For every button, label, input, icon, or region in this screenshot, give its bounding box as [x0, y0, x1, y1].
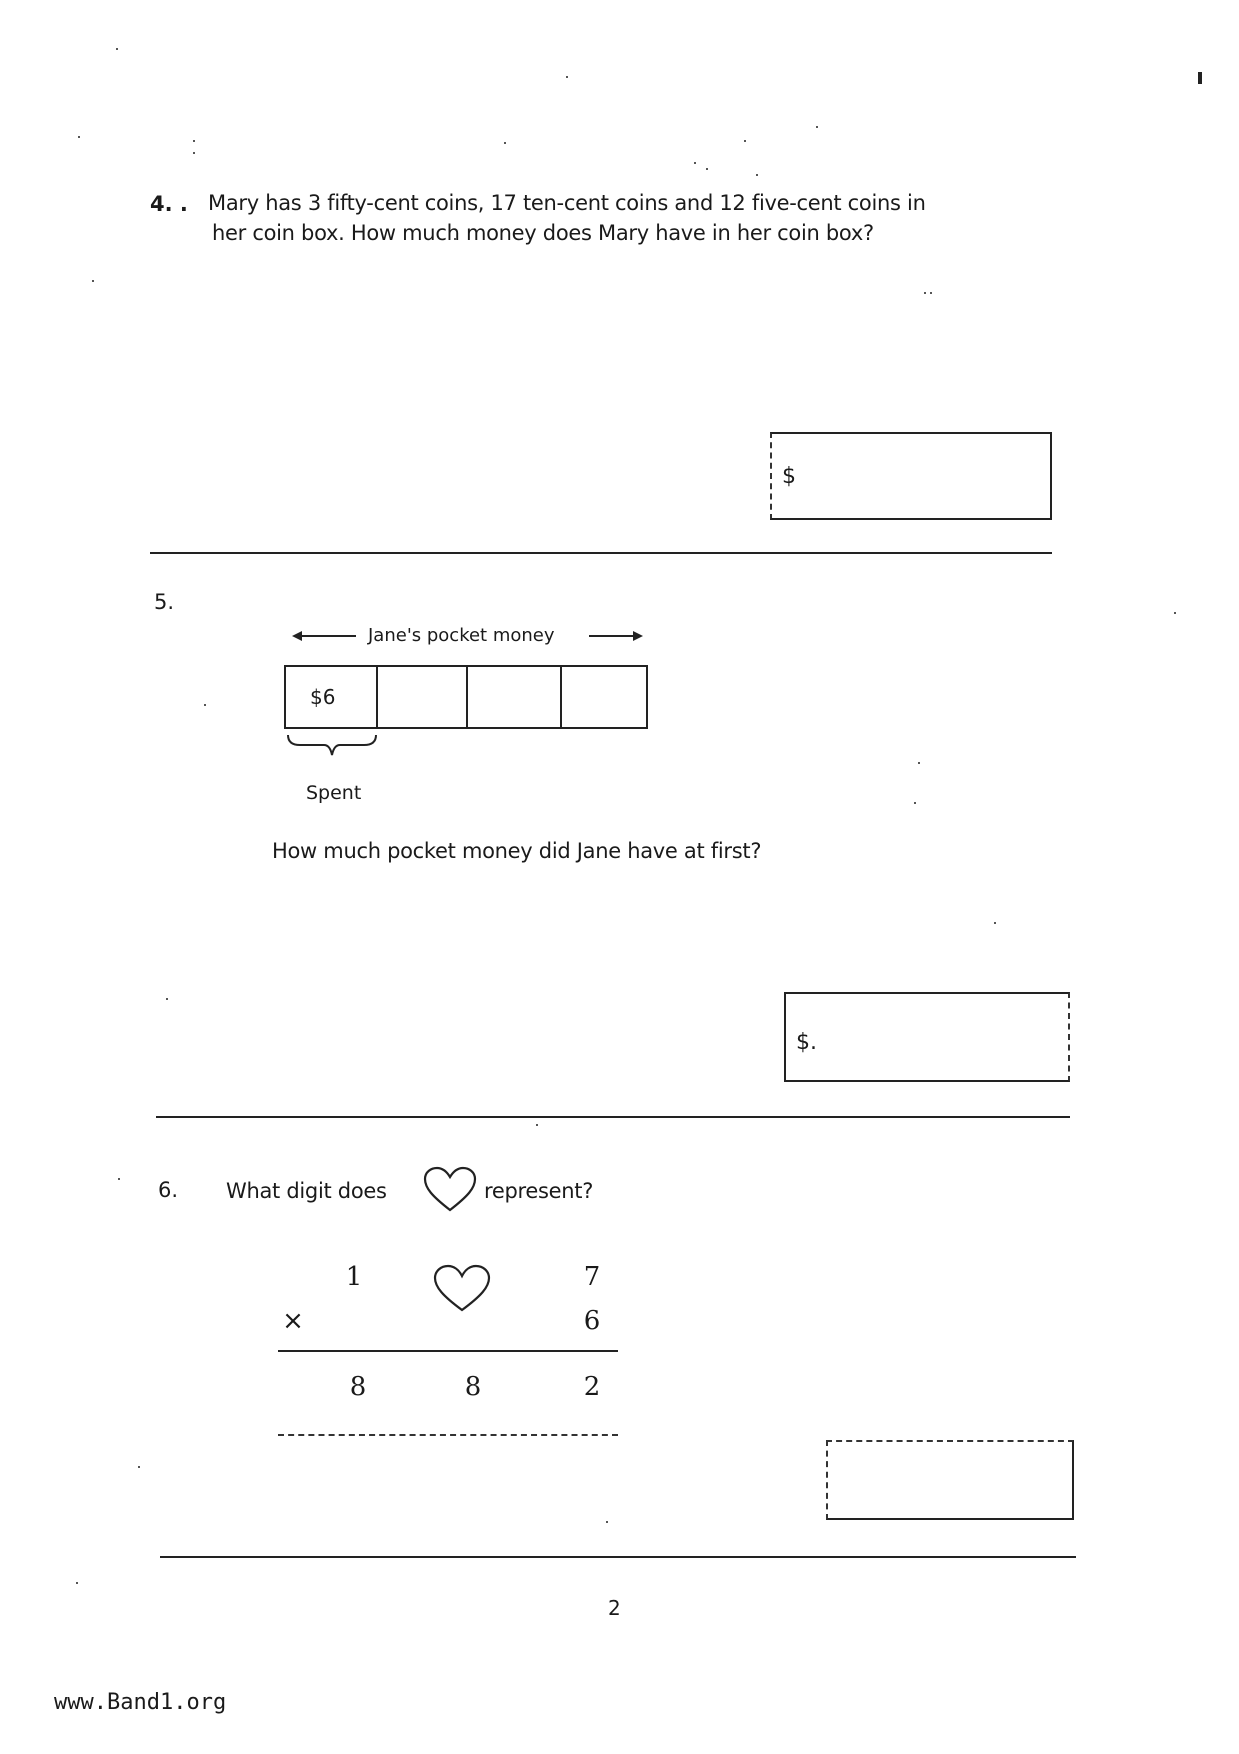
multiplier: 6 [583, 1306, 601, 1336]
heart-icon [432, 1264, 492, 1316]
bar-model-label [290, 624, 645, 648]
question-5-text: How much pocket money did Jane have at first? [272, 839, 762, 863]
question-6-answer-box[interactable] [826, 1440, 1074, 1520]
multiplicand-ones: 7 [583, 1262, 601, 1292]
answer-dollar-sign: $ [782, 464, 796, 489]
answer-dollar-sign: $. [796, 1030, 817, 1055]
bar-unit-4 [562, 665, 648, 727]
product-tens: 8 [464, 1372, 482, 1402]
bar-model-label-text: Jane's pocket money [368, 625, 555, 646]
brace-label: Spent [306, 782, 362, 804]
right-arrow-icon [587, 624, 645, 648]
product-hundreds: 8 [349, 1372, 367, 1402]
bar-model [284, 665, 648, 731]
left-arrow-icon [290, 624, 360, 648]
bar-unit-2 [378, 665, 468, 727]
question-4-text-line-1: Mary has 3 fifty-cent coins, 17 ten-cent coins and 12 five-cent coins in [208, 191, 926, 215]
page-number: 2 [608, 1596, 621, 1620]
bar-unit-3 [468, 665, 562, 727]
multiply-operator: × [282, 1306, 304, 1336]
question-6-number: 6. [158, 1178, 179, 1202]
question-5-answer-box[interactable] [784, 992, 1070, 1082]
question-6-text-after: represent? [484, 1179, 594, 1203]
question-4-number: 4. . [150, 192, 188, 216]
product-ones: 2 [583, 1372, 601, 1402]
question-6-text-before: What digit does [226, 1179, 387, 1203]
question-4-answer-box[interactable] [770, 432, 1052, 520]
section-divider [150, 552, 1052, 554]
multiplication-line [278, 1350, 618, 1352]
question-5-number: 5. [154, 590, 175, 614]
brace-icon [284, 733, 384, 761]
section-divider [160, 1556, 1076, 1558]
section-divider [156, 1116, 1070, 1118]
multiplication-bottom-line [278, 1434, 618, 1436]
footer-url: www.Band1.org [54, 1690, 227, 1715]
bar-unit-1-value: $6 [310, 685, 336, 709]
question-4-text-line-2: her coin box. How much money does Mary have in her coin box? [212, 221, 874, 245]
multiplicand-hundreds: 1 [345, 1262, 363, 1292]
heart-icon [422, 1166, 478, 1216]
